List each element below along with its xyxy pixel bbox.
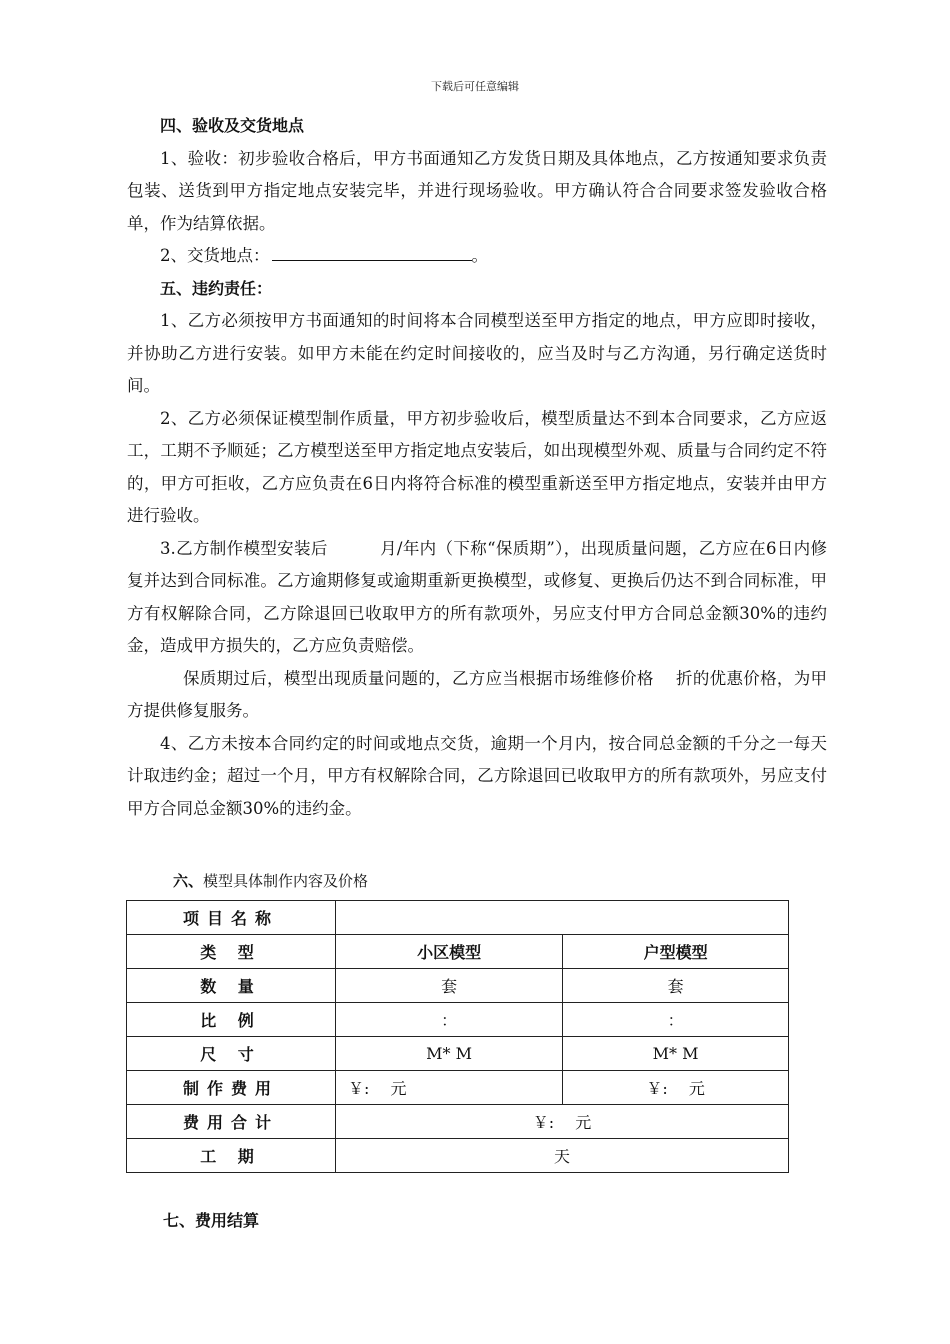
table-row bbox=[127, 1071, 789, 1105]
quantity-b: 套 bbox=[563, 969, 789, 1003]
period-label: 工 期 bbox=[127, 1139, 336, 1173]
section5-title: 五、违约责任： bbox=[160, 278, 273, 298]
model-spec-table bbox=[126, 900, 789, 1173]
section4-item1: 1、验收：初步验收合格后，甲方书面通知乙方发货日期及具体地点，乙方按通知要求负责包装、送货到甲方指定地点安装完毕，并进行现场验收。甲方确认符合合同要求签发验收合格单，作为结算依据。 bbox=[127, 148, 827, 233]
table-row bbox=[127, 1139, 789, 1173]
section5-item4: 4、乙方未按本合同约定的时间或地点交货，逾期一个月内，按合同总金额的千分之一每天计取违约金；超过一个月，甲方有权解除合同，乙方除退回已收取甲方的所有款项外，另应支付甲方合同总金额30%的违约金。 bbox=[127, 733, 827, 818]
size-b: M* M bbox=[563, 1037, 789, 1071]
header-note: 下载后可任意编辑 bbox=[431, 80, 519, 93]
size-label: 尺 寸 bbox=[127, 1037, 336, 1071]
period-value: 天 bbox=[336, 1139, 789, 1173]
delivery-location-blank bbox=[272, 246, 472, 261]
section5-item1: 1、乙方必须按甲方书面通知的时间将本合同模型送至甲方指定的地点，甲方应即时接收，并协助乙方进行安装。如甲方未能在约定时间接收的，应当及时与乙方沟通，另行确定送货时间。 bbox=[127, 311, 827, 395]
type-community-model: 小区模型 bbox=[336, 935, 563, 969]
total-label: 费用合计 bbox=[127, 1105, 336, 1139]
table-row bbox=[127, 969, 789, 1003]
warranty-part-b: 折的优惠价格，为甲方提供修复服务。 bbox=[127, 668, 828, 720]
section7-title: 七、费用结算 bbox=[163, 1211, 260, 1230]
section6-number: 六、 bbox=[173, 872, 204, 890]
cost-label: 制作费用 bbox=[127, 1071, 336, 1105]
scale-label: 比 例 bbox=[127, 1003, 336, 1037]
cost-a: ￥: 元 bbox=[336, 1071, 563, 1105]
contract-body bbox=[127, 110, 827, 825]
section5-warranty bbox=[127, 663, 827, 728]
scale-a: ： bbox=[336, 1003, 563, 1037]
project-name-value bbox=[336, 901, 789, 935]
quantity-a: 套 bbox=[336, 969, 563, 1003]
section4-title: 四、验收及交货地点 bbox=[160, 116, 305, 135]
type-unit-model: 户型模型 bbox=[563, 935, 789, 969]
delivery-location-label: 2、交货地点： bbox=[160, 246, 270, 265]
quantity-label: 数 量 bbox=[127, 969, 336, 1003]
total-value: ￥: 元 bbox=[336, 1105, 789, 1139]
item3-part-a: 3.乙方制作模型安装后 bbox=[160, 538, 328, 558]
warranty-part-a: 保质期过后，模型出现质量问题的，乙方应当根据市场维修价格 bbox=[183, 668, 654, 688]
section6-title-text: 模型具体制作内容及价格 bbox=[203, 872, 369, 890]
section5-item3 bbox=[127, 533, 827, 663]
section5-item2: 2、乙方必须保证模型制作质量，甲方初步验收后，模型质量达不到本合同要求，乙方应返工，工期不予顺延；乙方模型送至甲方指定地点安装后，如出现模型外观、质量与合同约定不符的，甲方可拒收，乙方应负责在6日内将符合标准的模型重新送至甲方指定地点，安装并由甲方进行验收。 bbox=[127, 408, 827, 525]
table-row bbox=[127, 1003, 789, 1037]
size-a: M* M bbox=[336, 1037, 563, 1071]
cost-b: ￥: 元 bbox=[563, 1071, 789, 1105]
table-row bbox=[127, 935, 789, 969]
project-name-label: 项目名称 bbox=[127, 901, 336, 935]
delivery-location-end: 。 bbox=[471, 246, 488, 265]
section6-title bbox=[173, 870, 368, 891]
table-row bbox=[127, 901, 789, 935]
scale-b: ： bbox=[563, 1003, 789, 1037]
type-label: 类 型 bbox=[127, 935, 336, 969]
table-row bbox=[127, 1105, 789, 1139]
table-row bbox=[127, 1037, 789, 1071]
item3-part-b: 月/年内（下称“保质期”），出现质量问题，乙方应在6日内修复并达到合同标准。乙方逾期修复或逾期重新更换模型，或修复、更换后仍达不到合同标准，甲方有权解除合同，乙方除退回已收取甲方的所有款项外，另应支付甲方合同总金额30%的违约金，造成甲方损失的，乙方应负责赔偿。 bbox=[127, 538, 827, 655]
section4-item2 bbox=[127, 240, 827, 273]
